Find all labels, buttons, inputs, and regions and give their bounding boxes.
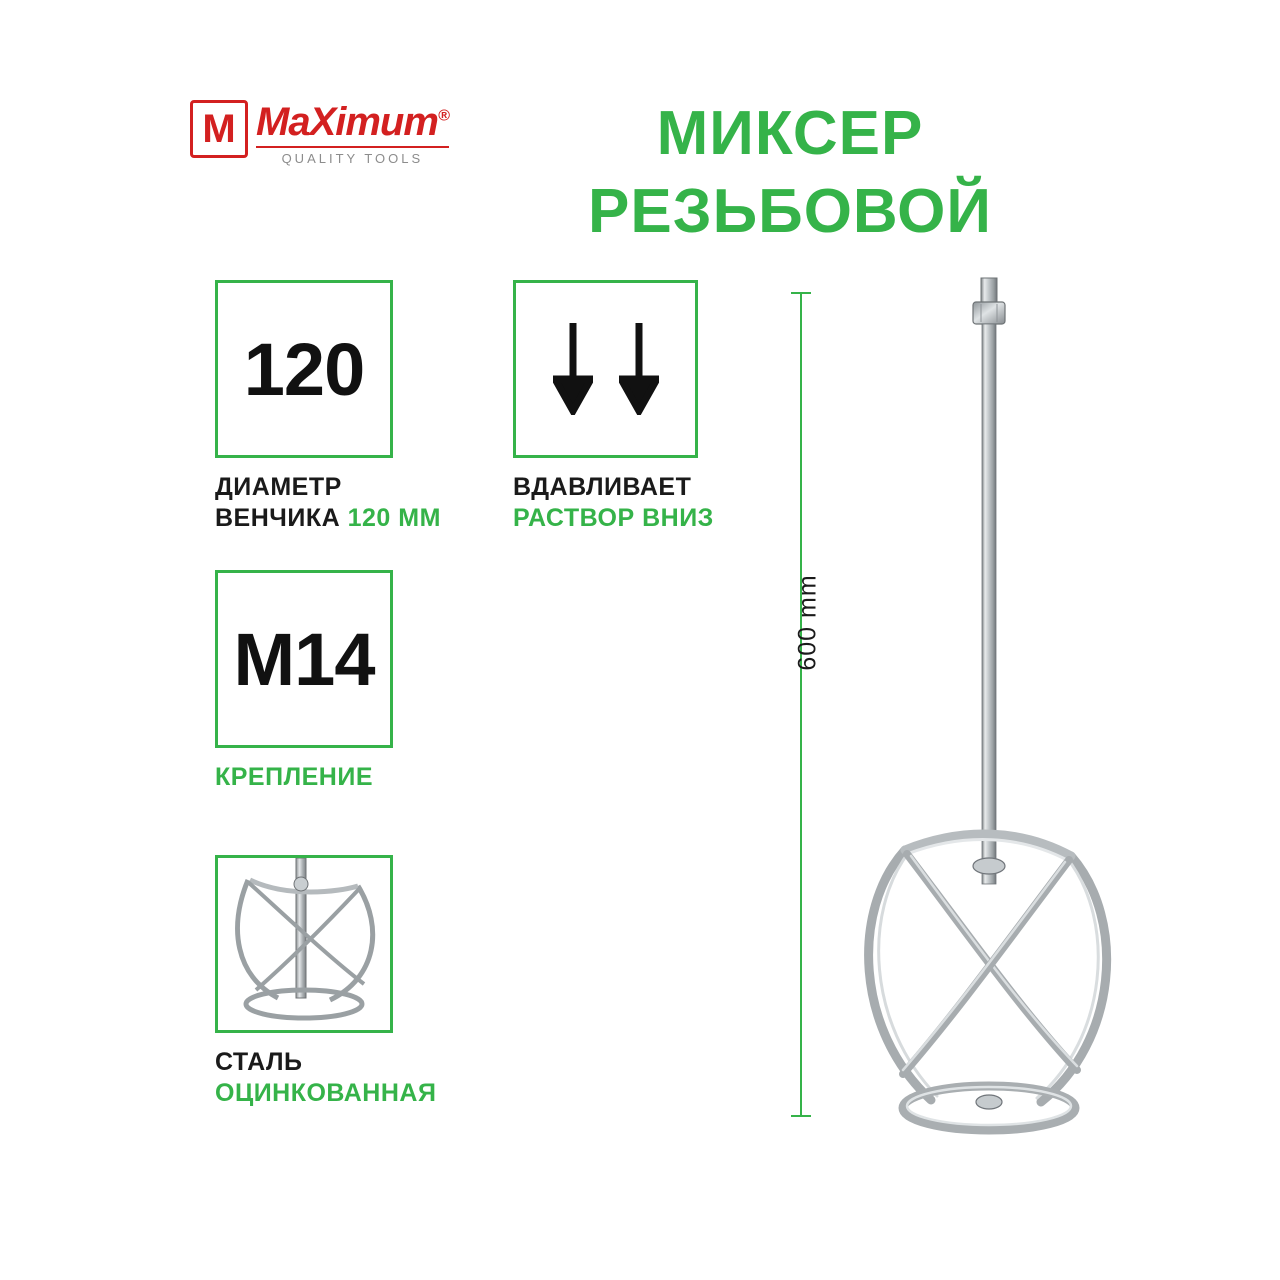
feature-steel-caption-line1: СТАЛЬ	[215, 1048, 303, 1076]
brand-mark-letter: M	[202, 107, 236, 151]
feature-diameter	[215, 280, 441, 535]
brand-name: MaXimum®	[256, 100, 449, 144]
feature-press-down	[513, 280, 714, 535]
page-title	[530, 95, 1050, 250]
feature-mount-value: M14	[233, 617, 375, 701]
dimension-label: 600 mm	[793, 574, 822, 671]
registered-mark: ®	[437, 107, 449, 125]
feature-diameter-caption-value: 120 ММ	[347, 504, 441, 533]
feature-steel-caption	[215, 1047, 436, 1110]
feature-press-box	[513, 280, 698, 458]
feature-diameter-caption-line2: ВЕНЧИКА	[215, 504, 341, 533]
feature-mount-caption-line1: КРЕПЛЕНИЕ	[215, 763, 373, 791]
brand-mark-icon	[190, 100, 248, 158]
title-line-2: РЕЗЬБОВОЙ	[588, 176, 992, 246]
feature-diameter-value: 120	[243, 327, 365, 411]
brand-logo	[190, 100, 449, 166]
feature-press-caption-line1: ВДАВЛИВАЕТ	[513, 473, 692, 501]
feature-press-caption-line2: РАСТВОР ВНИЗ	[513, 504, 714, 533]
brand-text	[256, 100, 449, 166]
feature-steel	[215, 855, 436, 1110]
feature-diameter-box	[215, 280, 393, 458]
brand-tagline: QUALITY TOOLS	[256, 146, 449, 166]
mixer-whisk-icon	[218, 858, 390, 1030]
feature-diameter-caption-line1: ДИАМЕТР	[215, 473, 342, 501]
feature-steel-caption-line2: ОЦИНКОВАННАЯ	[215, 1079, 437, 1108]
feature-mount-box	[215, 570, 393, 748]
product-image	[845, 270, 1145, 1150]
feature-diameter-caption	[215, 472, 441, 535]
feature-mount	[215, 570, 393, 793]
feature-mount-caption	[215, 762, 393, 793]
title-line-1: МИКСЕР	[656, 99, 924, 168]
feature-steel-box	[215, 855, 393, 1033]
dimension-line	[800, 292, 802, 1117]
double-down-arrow-icon	[553, 323, 659, 415]
feature-press-caption	[513, 472, 714, 535]
